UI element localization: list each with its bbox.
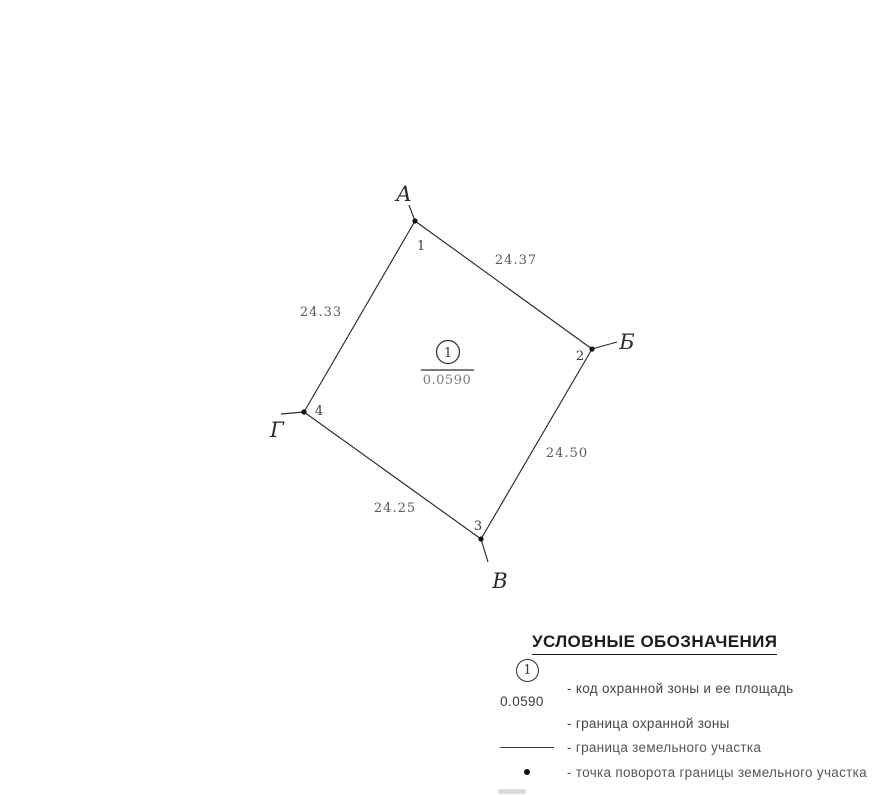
- vertex-letter-label: Г: [270, 418, 284, 442]
- legend-title: УСЛОВНЫЕ ОБОЗНАЧЕНИЯ: [532, 632, 777, 655]
- vertex-number-label: 1: [416, 239, 426, 254]
- vertex-point-dot: [589, 346, 594, 351]
- zone-area-label: 0.0590: [422, 373, 472, 388]
- vertex-letter-label: А: [396, 182, 412, 206]
- scan-artifact: [498, 789, 526, 794]
- vertex-leader-line: [281, 412, 304, 414]
- vertex-point-dot: [301, 409, 306, 414]
- vertex-number-label: 2: [575, 349, 585, 364]
- vertex-number-label: 3: [473, 519, 483, 534]
- side-length-label: 24.37: [494, 253, 538, 268]
- legend-item-zone-boundary: - граница охранной зоны: [567, 716, 730, 731]
- legend-item-turning-point: - точка поворота границы земельного участка: [567, 765, 867, 780]
- vertex-point-dot: [412, 218, 417, 223]
- side-length-label: 24.25: [373, 501, 417, 516]
- legend-item-parcel-boundary: - граница земельного участка: [567, 740, 762, 755]
- parcel-boundary-line: [304, 412, 481, 539]
- parcel-boundary-line: [481, 349, 592, 539]
- parcel-boundary-line: [415, 221, 592, 349]
- vertex-point-dot: [478, 536, 483, 541]
- zone-code-number: 1: [443, 346, 453, 361]
- vertex-leader-line: [481, 539, 488, 562]
- side-length-label: 24.50: [545, 446, 589, 461]
- solid-line-symbol: [500, 747, 554, 748]
- vertex-number-label: 4: [314, 404, 324, 419]
- legend-zone-area-value: 0.0590: [500, 694, 544, 709]
- vertex-letter-label: Б: [619, 330, 635, 354]
- turning-point-dot-symbol: [524, 769, 530, 775]
- legend-zone-code-symbol: [516, 659, 539, 682]
- vertex-letter-label: В: [492, 569, 508, 593]
- legend-item-zone-code: - код охранной зоны и ее площадь: [567, 681, 794, 696]
- side-length-label: 24.33: [299, 305, 343, 320]
- vertex-leader-line: [592, 342, 617, 349]
- legend-zone-code-number: 1: [523, 663, 532, 678]
